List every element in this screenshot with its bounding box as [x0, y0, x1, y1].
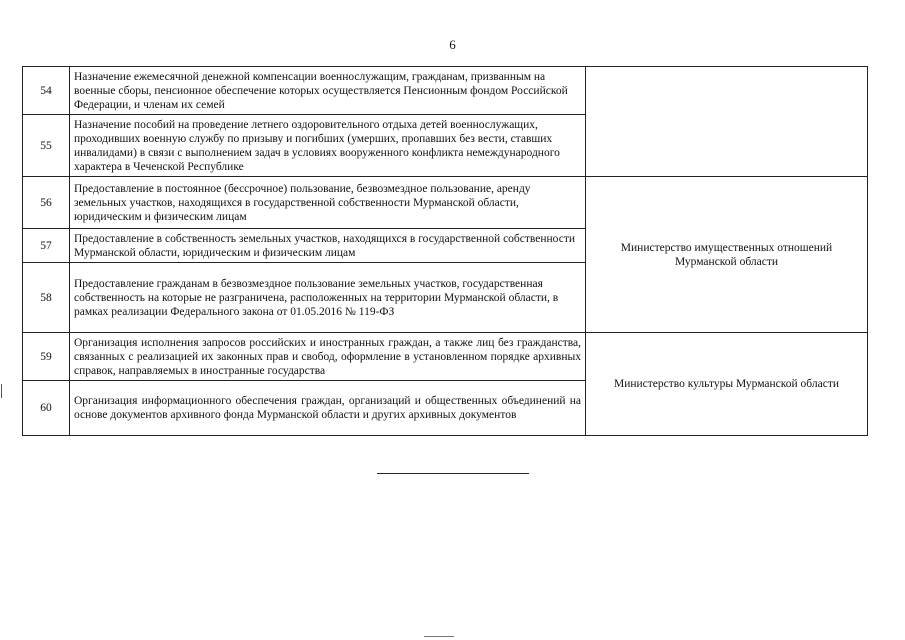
service-name: Назначение ежемесячной денежной компенсации военнослужащим, гражданам, призванным на военные сборы, пенсионное обеспечение которых осуществляется Пенсионным фондом Российской Федерации, и членам их семей [70, 67, 586, 115]
row-number: 55 [23, 115, 70, 177]
service-name: Назначение пособий на проведение летнего оздоровительного отдыха детей военнослужащих, проходивших военную службу по призыву и погибших (умерших, пропавших без вести, ставших инвалидами) в связи с выполнением задач в условиях вооруженного конфликта немеждународного характера в Чеченской Республике [70, 115, 586, 177]
bottom-edge-mark [424, 636, 454, 637]
services-table [22, 66, 868, 436]
row-number: 56 [23, 177, 70, 229]
row-number: 60 [23, 381, 70, 436]
service-name: Предоставление в постоянное (бессрочное) пользование, безвозмездное пользование, аренду земельных участков, находящихся в государственной собственности Мурманской области, юридическим и физическим лицам [70, 177, 586, 229]
margin-mark [1, 384, 2, 398]
agency-property-ministry: Министерство имущественных отношений Мурманской области [586, 177, 868, 333]
table-row [23, 67, 868, 115]
agency-culture-ministry: Министерство культуры Мурманской области [586, 333, 868, 436]
table-row [23, 333, 868, 381]
service-name: Предоставление в собственность земельных участков, находящихся в государственной собственности Мурманской области, юридическим и физическим лицам [70, 229, 586, 263]
page-number: 6 [449, 37, 456, 52]
row-number: 57 [23, 229, 70, 263]
service-name: Организация исполнения запросов российских и иностранных граждан, а также лиц без гражданства, связанных с реализацией их законных прав и свобод, оформление в установленном порядке архивных справок, направляемых в иностранные государства [70, 333, 586, 381]
row-number: 54 [23, 67, 70, 115]
service-name: Предоставление гражданам в безвозмездное пользование земельных участков, государственная собственность на которые не разграничена, расположенных на территории Мурманской области, в рамках реализации Федерального закона от 01.05.2016 № 119-ФЗ [70, 263, 586, 333]
service-name: Организация информационного обеспечения граждан, организаций и общественных объединений на основе документов архивного фонда Мурманской области и других архивных документов [70, 381, 586, 436]
row-number: 58 [23, 263, 70, 333]
footer-divider [377, 473, 529, 474]
table-row [23, 177, 868, 229]
row-number: 59 [23, 333, 70, 381]
agency-cell-empty [586, 67, 868, 177]
